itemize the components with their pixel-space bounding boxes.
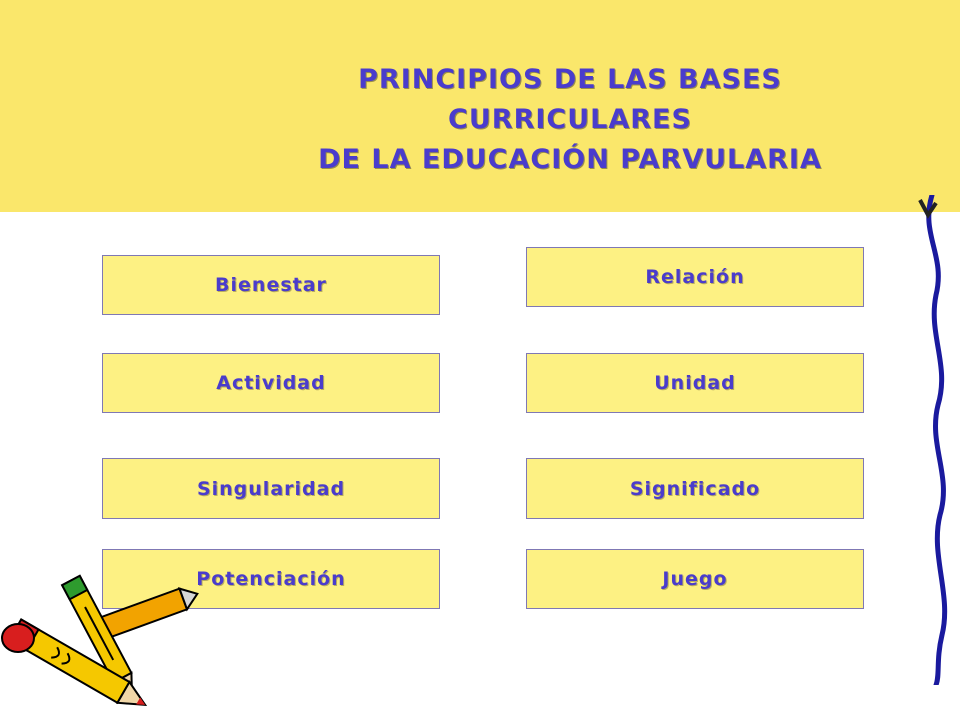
page-title — [250, 60, 890, 180]
crayons-clipart-icon — [0, 570, 200, 715]
principle-box-potenciacion[interactable]: Potenciación — [102, 549, 440, 609]
principle-box-juego[interactable]: Juego — [526, 549, 864, 609]
principle-box-singularidad[interactable]: Singularidad — [102, 458, 440, 519]
principle-box-bienestar[interactable]: Bienestar — [102, 255, 440, 315]
principle-box-actividad[interactable]: Actividad — [102, 353, 440, 413]
principle-box-unidad[interactable]: Unidad — [526, 353, 864, 413]
principle-box-significado[interactable]: Significado — [526, 458, 864, 519]
title-line-3: DE LA EDUCACIÓN PARVULARIA — [318, 144, 822, 175]
title-line-1: PRINCIPIOS DE LAS BASES — [358, 64, 782, 95]
blue-squiggle-icon — [900, 195, 960, 685]
principle-box-relacion[interactable]: Relación — [526, 247, 864, 307]
title-line-2: CURRICULARES — [448, 104, 692, 135]
